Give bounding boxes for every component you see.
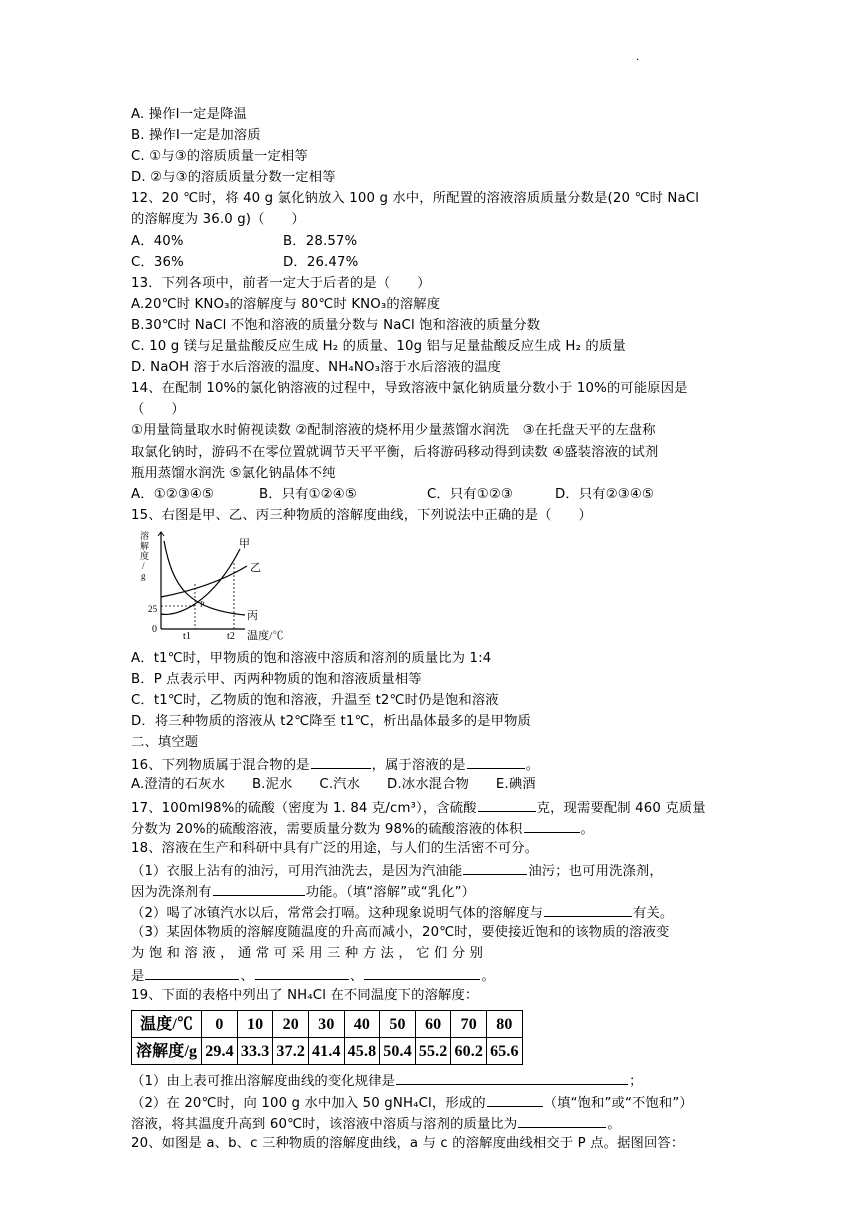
table-cell: 41.4 (309, 1038, 345, 1065)
nh4cl-solubility-table (131, 1010, 523, 1065)
graph-ylabel-4: / (142, 560, 145, 571)
q14-option-c: C．只有①②③ (427, 486, 513, 502)
q14-stem-line4: 取氯化钠时，游码不在零位置就调节天平平衡，后将游码移动得到读数 ④盛装溶液的试剂 (131, 444, 659, 460)
q15-option-b: B．P 点表示甲、丙两种物质的饱和溶液质量相等 (131, 671, 422, 687)
q18-1-mid: 油污；也可用洗涤剂， (528, 863, 663, 879)
q17-blank-1[interactable] (478, 796, 536, 812)
question-content (131, 104, 731, 1154)
q18-sep-1: 、 (240, 969, 254, 985)
q19-1-end: ； (629, 1074, 643, 1090)
q19-blank-1[interactable] (396, 1069, 628, 1085)
q19-2-mid: （填“饱和”或“不饱和”） (543, 1095, 693, 1111)
q13-option-d: D. NaOH 溶于水后溶液的温度、NH₄NO₃溶于水后溶液的温度 (131, 360, 502, 376)
table-cell: 10 (237, 1011, 273, 1038)
q16-blank-1[interactable] (311, 753, 371, 769)
q12-option-c: C．36% (131, 254, 184, 270)
q18-stem: 18、溶液在生产和科研中具有广泛的用途，与人们的生活密不可分。 (131, 840, 539, 856)
table-cell: 30 (309, 1011, 345, 1038)
graph-ylabel-3: 度 (140, 550, 150, 561)
graph-yi-label: 乙 (250, 561, 262, 574)
q18-blank-2[interactable] (213, 880, 305, 896)
q16-stem-mid: ，属于溶液的是 (371, 758, 466, 774)
q18-part2 (131, 901, 731, 922)
graph-bing-label: 丙 (247, 609, 259, 622)
q18-3c-pre: 是 (131, 969, 145, 985)
q12-stem-line1: 12、20 ℃时，将 40 g 氯化钠放入 100 g 水中，所配置的溶液溶质质量分数是(20 ℃时 NaCl (131, 191, 700, 207)
table-cell: 50.4 (380, 1038, 416, 1065)
q19-part3 (131, 1112, 731, 1133)
q17-line2 (131, 817, 731, 838)
table-row-temperature (132, 1011, 523, 1038)
q18-2-pre: （2）喝了冰镇汽水以后，常常会打嗝。这种现象说明气体的溶解度与 (131, 906, 544, 921)
q18-part3-line1: （3）某固体物质的溶解度随温度的升高而减小，20℃时，要使接近饱和的该物质的溶液变 (131, 925, 670, 941)
graph-ylabel-5: g (141, 570, 146, 581)
q16-stem (131, 753, 731, 774)
q18-2-end: 有关。 (633, 906, 674, 921)
q19-3-end: 。 (607, 1116, 621, 1132)
q18-part3-line3 (131, 964, 731, 985)
table-row-solubility (132, 1038, 523, 1065)
q12-option-b: B．28.57% (283, 233, 358, 249)
q18-blank-1[interactable] (463, 859, 527, 875)
q18-part1-line2 (131, 880, 731, 901)
q16-stem-end: 。 (525, 758, 540, 774)
q11-option-d: D. ②与③的溶质质量分数一定相等 (131, 170, 336, 186)
table-cell: 55.2 (415, 1038, 451, 1065)
q14-stem-line3: ①用量筒量取水时俯视读数 ②配制溶液的烧杯用少量蒸馏水润洗 ③在托盘天平的左盘称 (131, 423, 656, 439)
table-cell: 45.8 (344, 1038, 380, 1065)
q14-option-b: B．只有①②④⑤ (259, 486, 357, 502)
q14-option-d: D．只有②③④⑤ (555, 486, 655, 502)
q13-option-b: B.30℃时 NaCl 不饱和溶液的质量分数与 NaCl 饱和溶液的质量分数 (131, 317, 541, 333)
q14-stem-line1: 14、在配制 10%的氯化钠溶液的过程中，导致溶液中氯化钠质量分数小于 10%的可能原因是 (131, 381, 688, 397)
q17-line2-pre: 分数为 20%的硫酸溶液，需要质量分数为 98%的硫酸溶液的体积 (131, 821, 523, 837)
graph-xlabel: 温度/℃ (247, 629, 284, 642)
q19-part1 (131, 1069, 731, 1090)
q15-option-c: C．t1℃时，乙物质的饱和溶液，升温至 t2℃时仍是饱和溶液 (131, 693, 499, 709)
table-cell: 33.3 (237, 1038, 273, 1065)
table-cell: 20 (273, 1011, 309, 1038)
q15-option-a: A．t1℃时，甲物质的饱和溶液中溶质和溶剂的质量比为 1:4 (131, 650, 492, 666)
graph-p-label: P (200, 599, 205, 609)
q16-options: A.澄清的石灰水 B.泥水 C.汽水 D.冰水混合物 E.碘酒 (131, 777, 536, 793)
solubility-curve-svg (137, 529, 307, 642)
q16-stem-pre: 16、下列物质属于混合物的是 (131, 758, 310, 774)
q18-sep-2: 、 (349, 969, 364, 985)
table-cell: 40 (344, 1011, 380, 1038)
table-cell: 65.6 (487, 1038, 523, 1065)
table-cell: 70 (451, 1011, 487, 1038)
table-cell: 60.2 (451, 1038, 487, 1065)
q17-pre: 17、100ml98%的硫酸（密度为 1. 84 克/cm³），含硫酸 (131, 800, 477, 816)
q15-stem: 15、右图是甲、乙、丙三种物质的溶解度曲线，下列说法中正确的是（ ） (131, 507, 592, 523)
q18-blank-3[interactable] (544, 901, 632, 917)
q11-option-a: A. 操作Ⅰ一定是降温 (131, 107, 247, 122)
graph-jia-label: 甲 (239, 537, 251, 550)
q17-end: 。 (580, 821, 594, 837)
section-2-heading: 二、填空题 (131, 735, 199, 751)
q17-line1 (131, 796, 731, 817)
q12-options-row1 (131, 231, 731, 252)
q12-stem-line2: 的溶解度为 36.0 g)（ ） (131, 212, 305, 228)
q18-1b-pre: 因为洗涤剂有 (131, 884, 212, 900)
q18-part1-line1 (131, 859, 731, 880)
q19-stem: 19、下面的表格中列出了 NH₄Cl 在不同温度下的溶解度： (131, 988, 479, 1004)
q12-option-d: D．26.47% (283, 254, 359, 270)
q19-1-pre: （1）由上表可推出溶解度曲线的变化规律是 (131, 1074, 396, 1090)
q13-option-c: C. 10 g 镁与足量盐酸反应生成 H₂ 的质量、10g 铝与足量盐酸反应生成 H₂ 的质量 (131, 339, 626, 355)
graph-t2-label: t2 (227, 630, 236, 642)
table-cell: 50 (380, 1011, 416, 1038)
q18-blank-5[interactable] (255, 964, 349, 980)
graph-origin-label: 0 (152, 623, 158, 635)
solubility-graph (131, 529, 731, 642)
page-mark: · (636, 55, 640, 66)
table-cell: 29.4 (202, 1038, 238, 1065)
q11-option-b: B. 操作Ⅰ一定是加溶质 (131, 128, 261, 144)
q19-blank-2[interactable] (487, 1091, 543, 1107)
q18-part3-line2: 为 饱 和 溶 液 ， 通 常 可 采 用 三 种 方 法 ， 它 们 分 别 (131, 946, 484, 962)
table-cell: 60 (415, 1011, 451, 1038)
q19-part2 (131, 1091, 731, 1112)
table-header-temperature: 温度/℃ (132, 1011, 202, 1038)
q19-3-pre: 溶液，将其温度升高到 60℃时，该溶液中溶质与溶剂的质量比为 (131, 1116, 518, 1132)
q15-option-d: D．将三种物质的溶液从 t2℃降至 t1℃，析出晶体最多的是甲物质 (131, 714, 531, 730)
q14-option-a: A．①②③④⑤ (131, 486, 215, 502)
graph-t1-label: t1 (183, 630, 192, 642)
graph-ylabel-2: 解 (140, 540, 150, 551)
q18-blank-4[interactable] (145, 964, 239, 980)
q18-1b-end: 功能。（填“溶解”或“乳化”） (305, 884, 476, 900)
q18-3c-end: 。 (481, 969, 495, 985)
q16-blank-2[interactable] (467, 753, 525, 769)
q20-stem: 20、如图是 a、b、c 三种物质的溶解度曲线，a 与 c 的溶解度曲线相交于 P 点。据图回答： (131, 1135, 685, 1151)
q14-options (131, 484, 731, 505)
q13-stem: 13．下列各项中，前者一定大于后者的是（ ） (131, 275, 431, 291)
q17-mid: 克，现需要配制 460 克质量 (536, 800, 706, 816)
q12-option-a: A．40% (131, 233, 184, 249)
q19-2-pre: （2）在 20℃时，向 100 g 水中加入 50 gNH₄Cl，形成的 (131, 1095, 486, 1111)
graph-y25-label: 25 (148, 603, 158, 614)
table-cell: 37.2 (273, 1038, 309, 1065)
graph-ylabel-1: 溶 (140, 530, 150, 541)
q17-blank-2[interactable] (524, 817, 580, 833)
q13-option-a: A.20℃时 KNO₃的溶解度与 80℃时 KNO₃的溶解度 (131, 296, 441, 312)
q18-blank-6[interactable] (364, 964, 480, 980)
table-cell: 0 (202, 1011, 238, 1038)
q14-stem-line5: 瓶用蒸馏水润洗 ⑤氯化钠晶体不纯 (131, 465, 336, 481)
table-cell: 80 (487, 1011, 523, 1038)
table-header-solubility: 溶解度/g (132, 1038, 202, 1065)
q19-blank-3[interactable] (518, 1112, 606, 1128)
q11-option-c: C. ①与③的溶质质量一定相等 (131, 149, 308, 165)
q18-1-pre: （1）衣服上沾有的油污，可用汽油洗去，是因为汽油能 (131, 863, 463, 879)
q12-options-row2 (131, 252, 731, 273)
q14-stem-line2: （ ） (131, 402, 185, 418)
